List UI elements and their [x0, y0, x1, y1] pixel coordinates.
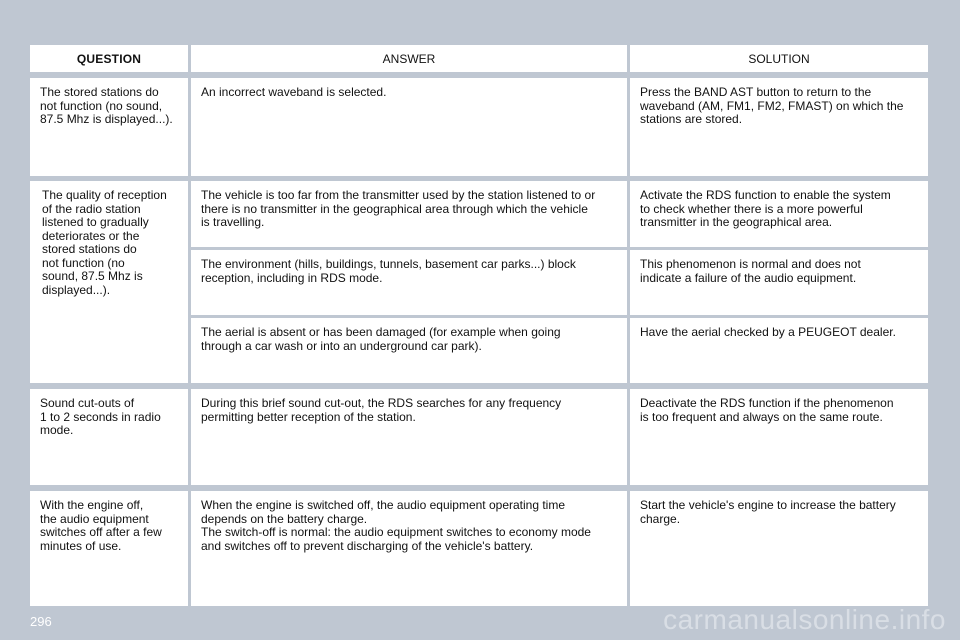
row1-question: The stored stations do not function (no sound, 87.5 Mhz is displayed...). — [30, 78, 188, 176]
header-answer: ANSWER — [191, 45, 627, 72]
row2-solution-2: This phenomenon is normal and does not indicate a failure of the audio equipment. — [630, 250, 928, 315]
header-question: QUESTION — [30, 45, 188, 72]
row4-answer: When the engine is switched off, the audio equipment operating time depends on the battery charge. The switch-off is normal: the audio equipment switches to economy mode and switches off to prevent discharging of the vehicle's battery. — [191, 491, 627, 606]
header-solution: SOLUTION — [630, 45, 928, 72]
row2-answer-1: The vehicle is too far from the transmitter used by the station listened to or there is no transmitter in the geographical area through which the vehicle is travelling. — [191, 181, 627, 247]
row3-answer: During this brief sound cut-out, the RDS searches for any frequency permitting better reception of the station. — [191, 389, 627, 485]
row2-answer-3: The aerial is absent or has been damaged (for example when going through a car wash or into an underground car park). — [191, 318, 627, 383]
watermark: carmanualsonline.info — [663, 604, 946, 635]
row2-question: The quality of reception of the radio station listened to gradually deteriorates or the stored stations do not function (no sound, 87.5 Mhz is displayed...). — [30, 181, 188, 383]
row2-solution-3: Have the aerial checked by a PEUGEOT dealer. — [630, 318, 928, 383]
row4-question: With the engine off, the audio equipment switches off after a few minutes of use. — [30, 491, 188, 606]
page-number: 296 — [30, 614, 52, 629]
row4-solution: Start the vehicle's engine to increase the battery charge. — [630, 491, 928, 606]
row3-question: Sound cut-outs of 1 to 2 seconds in radio mode. — [30, 389, 188, 485]
row3-solution: Deactivate the RDS function if the phenomenon is too frequent and always on the same route. — [630, 389, 928, 485]
row2-solution-1: Activate the RDS function to enable the system to check whether there is a more powerful transmitter in the geographical area. — [630, 181, 928, 247]
row1-answer: An incorrect waveband is selected. — [191, 78, 627, 176]
row2-answer-2: The environment (hills, buildings, tunnels, basement car parks...) block reception, including in RDS mode. — [191, 250, 627, 315]
row1-solution: Press the BAND AST button to return to the waveband (AM, FM1, FM2, FMAST) on which the stations are stored. — [630, 78, 928, 176]
